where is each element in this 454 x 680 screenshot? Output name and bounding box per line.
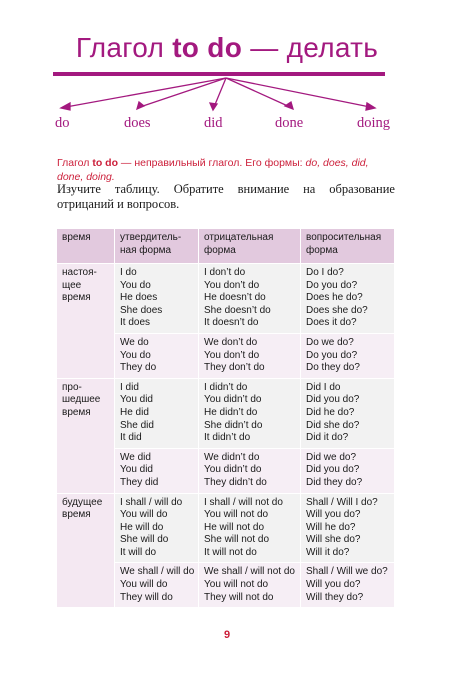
form-line: They will not do — [204, 591, 274, 603]
table-row — [57, 264, 395, 334]
form-line: You don’t do — [204, 349, 260, 361]
form-line: You did — [120, 464, 153, 476]
form-line: We do — [120, 336, 149, 348]
arrow-line — [140, 78, 226, 107]
form-line: You will not do — [204, 579, 269, 591]
arrow-head — [137, 102, 144, 109]
page-number: 9 — [223, 629, 231, 641]
table-row — [57, 493, 395, 563]
form-line: Did you do? — [306, 394, 360, 406]
form-line: We don’t do — [204, 336, 258, 348]
form-cell — [301, 264, 395, 334]
form-do: do — [55, 115, 70, 131]
form-cell — [199, 563, 301, 608]
form-line: She will do — [120, 534, 169, 546]
form-line: He will not do — [204, 521, 265, 533]
form-line: I did — [120, 381, 139, 393]
form-line: Will she do? — [306, 534, 361, 546]
form-cell — [301, 493, 395, 563]
form-line: I shall / will do — [120, 496, 183, 508]
form-line: She will not do — [204, 534, 270, 546]
form-line: He will do — [120, 521, 164, 533]
intro-note: Глагол to do — неправильный глагол. Его формы: do, does, did, done, doing. — [57, 157, 369, 183]
form-line: I didn’t do — [204, 381, 248, 393]
table-header-row — [57, 229, 395, 264]
form-line: She didn’t do — [204, 419, 263, 431]
form-line: She doesn’t do — [204, 304, 271, 316]
form-cell — [301, 378, 395, 448]
form-cell — [301, 448, 395, 493]
form-done: done — [275, 115, 304, 131]
form-line: You did — [120, 394, 153, 406]
form-line: Does it do? — [306, 317, 357, 329]
form-line: She did — [120, 419, 154, 431]
title-translation: делать — [286, 32, 379, 63]
form-cell — [115, 448, 199, 493]
form-line: Do you do? — [306, 349, 358, 361]
form-line: Did I do — [306, 381, 341, 393]
form-does: does — [124, 115, 151, 131]
title-dash: — — [250, 32, 279, 63]
form-cell — [301, 563, 395, 608]
form-line: I don’t do — [204, 267, 246, 278]
form-line: He didn’t do — [204, 406, 258, 418]
form-cell — [199, 378, 301, 448]
form-cell — [115, 264, 199, 334]
form-line: Did they do? — [306, 476, 363, 488]
form-line: Will they do? — [306, 591, 364, 603]
table-row — [57, 378, 395, 448]
form-line: He does — [120, 292, 158, 304]
form-line: We didn’t do — [204, 451, 260, 463]
form-line: He doesn’t do — [204, 292, 266, 304]
form-line: It did — [120, 432, 142, 444]
form-line: We shall / will not do — [204, 566, 295, 578]
form-line: You didn’t do — [204, 394, 262, 406]
form-line: They do — [120, 362, 157, 374]
form-line: Do we do? — [306, 336, 354, 348]
form-line: Do I do? — [306, 267, 344, 278]
time-cell: про-шедшее время — [57, 378, 115, 493]
form-line: Did she do? — [306, 419, 360, 431]
arrow-head — [366, 103, 375, 110]
arrow-line — [226, 78, 370, 107]
title-verb: to do — [172, 32, 243, 63]
form-line: Did he do? — [306, 406, 355, 418]
form-line: You do — [120, 279, 151, 291]
time-cell: будущее время — [57, 493, 115, 608]
form-line: Will it do? — [306, 546, 350, 558]
header-affirmative: утвердитель-ная форма — [115, 229, 199, 264]
form-line: Does he do? — [306, 292, 363, 304]
form-line: She does — [120, 304, 163, 316]
form-line: You will do — [120, 579, 168, 591]
form-line: We did — [120, 451, 151, 463]
form-cell — [199, 493, 301, 563]
form-line: It will not do — [204, 546, 257, 558]
form-line: They will do — [120, 591, 173, 603]
form-line: Does she do? — [306, 304, 368, 316]
form-line: Do they do? — [306, 362, 360, 374]
arrow-head — [61, 103, 70, 110]
form-line: They don’t do — [204, 362, 265, 374]
form-line: It doesn’t do — [204, 317, 259, 329]
arrow-line — [214, 78, 226, 107]
form-cell — [115, 563, 199, 608]
form-line: Did it do? — [306, 432, 349, 444]
form-doing: doing — [357, 115, 391, 131]
form-line: They did — [120, 476, 159, 488]
form-cell — [199, 448, 301, 493]
form-cell — [301, 333, 395, 378]
form-cell — [115, 333, 199, 378]
form-line: Did we do? — [306, 451, 357, 463]
form-line: You will do — [120, 509, 168, 521]
form-line: You will not do — [204, 509, 269, 521]
form-line: Shall / Will I do? — [306, 496, 378, 508]
form-line: I shall / will not do — [204, 496, 283, 508]
arrow-line — [66, 78, 226, 107]
form-line: Will he do? — [306, 521, 356, 533]
form-line: Will you do? — [306, 509, 361, 521]
intro-instruction: Изучите таблицу. Обратите внимание на образование отрицаний и вопросов. — [57, 182, 395, 211]
form-line: Did you do? — [306, 464, 360, 476]
form-line: Will you do? — [306, 579, 361, 591]
form-cell — [115, 493, 199, 563]
form-line: Shall / Will we do? — [306, 566, 388, 578]
title-prefix: Глагол — [75, 32, 165, 63]
arrow-line — [226, 78, 290, 107]
verb-forms-diagram — [0, 0, 454, 130]
header-question: вопросительная форма — [301, 229, 395, 264]
form-line: You don’t do — [204, 279, 260, 291]
form-cell — [199, 333, 301, 378]
form-cell — [115, 378, 199, 448]
form-line: We shall / will do — [120, 566, 195, 578]
form-did: did — [204, 115, 223, 131]
form-line: It didn’t do — [204, 432, 251, 444]
form-cell — [199, 264, 301, 334]
form-line: It will do — [120, 546, 157, 558]
time-cell: настоя-щее время — [57, 264, 115, 379]
conjugation-table — [56, 228, 395, 608]
form-line: It does — [120, 317, 151, 329]
arrow-head — [210, 103, 217, 110]
form-line: Do you do? — [306, 279, 358, 291]
header-time: время — [57, 229, 115, 264]
header-negative: отрицательная форма — [199, 229, 301, 264]
form-line: You didn’t do — [204, 464, 262, 476]
form-line: He did — [120, 406, 149, 418]
form-line: You do — [120, 349, 151, 361]
form-line: I do — [120, 267, 137, 278]
form-line: They didn’t do — [204, 476, 267, 488]
arrow-head — [285, 102, 293, 109]
